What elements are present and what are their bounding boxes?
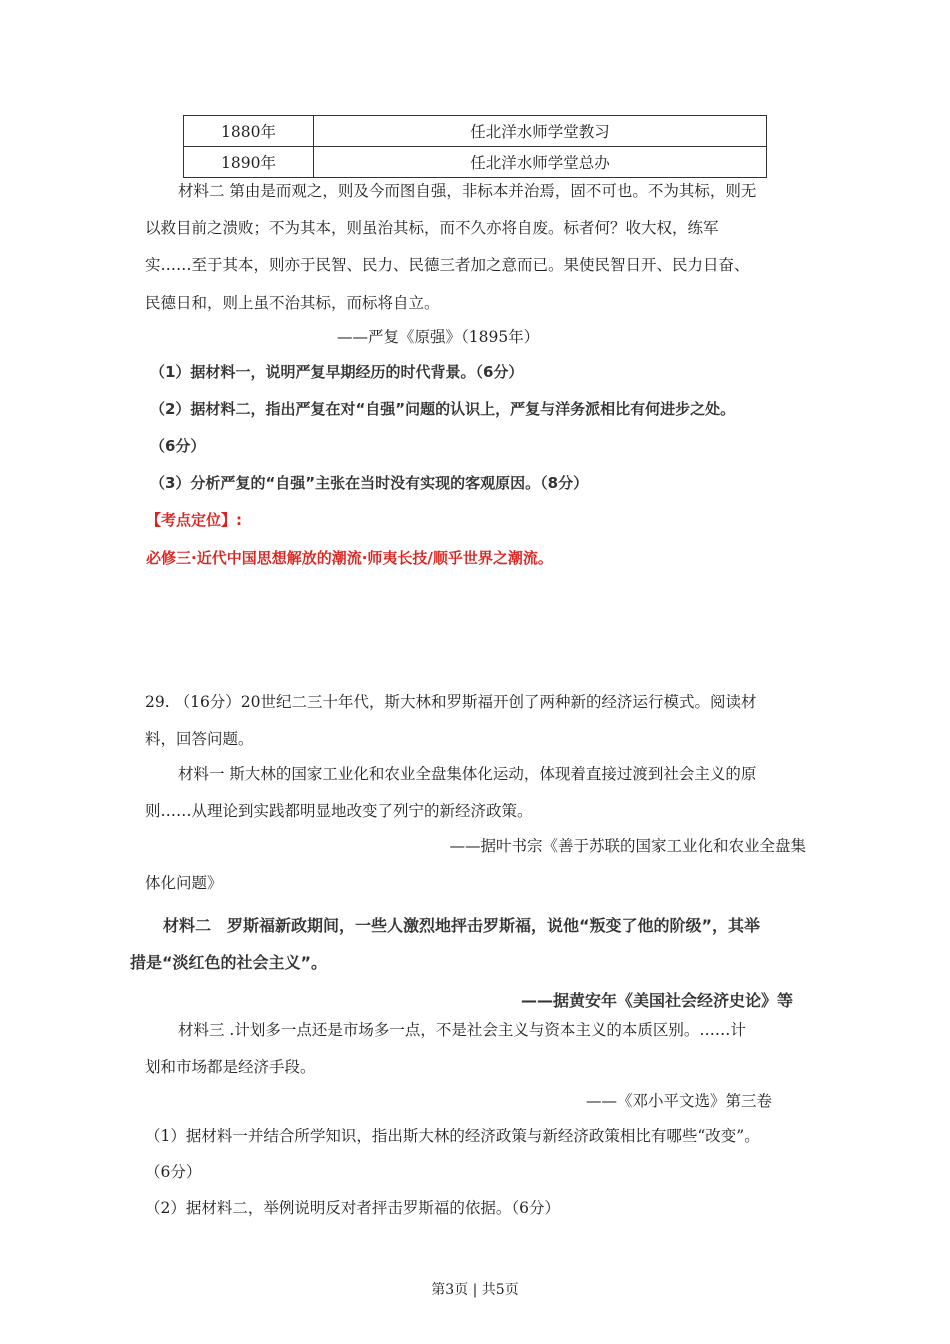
q28-material2-line: 材料二 第由是而观之，则及今而图自强，非标本并治焉，固不可也。不为其标，则无	[178, 182, 757, 200]
q29-question-1: （1）据材料一并结合所学知识，指出斯大林的经济政策与新经济政策相比有哪些“改变”。	[145, 1127, 760, 1145]
year-cell: 1880年	[184, 116, 314, 147]
event-cell: 任北洋水师学堂总办	[314, 147, 767, 178]
q29-material2-line: 措是“淡红色的社会主义”。	[130, 953, 328, 972]
q29-material2-source: ——据黄安年《美国社会经济史论》等	[520, 991, 793, 1010]
q28-material2-line: 实……至于其本，则亦于民智、民力、民德三者加之意而已。果使民智日开、民力日奋、	[145, 256, 750, 274]
q29-material3-line: 材料三 .计划多一点还是市场多一点，不是社会主义与资本主义的本质区别。……计	[178, 1021, 746, 1039]
q29-material2-line: 材料二 罗斯福新政期间，一些人激烈地抨击罗斯福，说他“叛变了他的阶级”，其举	[163, 916, 761, 935]
q29-intro-line: 29. （16分）20世纪二三十年代，斯大林和罗斯福开创了两种新的经济运行模式。阅读材	[145, 693, 757, 711]
q28-material2-line: 民德日和，则上虽不治其标，而标将自立。	[145, 294, 440, 312]
q29-material1-line: 则……从理论到实践都明显地改变了列宁的新经济政策。	[145, 802, 533, 820]
page-footer: 第3页 | 共5页	[431, 1282, 519, 1298]
kaodian-text: 必修三·近代中国思想解放的潮流·师夷长技/顺乎世界之潮流。	[146, 549, 553, 567]
q29-material3-source: ——《邓小平文选》第三卷	[585, 1092, 772, 1110]
q29-intro-line: 料，回答问题。	[145, 730, 254, 748]
q29-question-2: （2）据材料二，举例说明反对者抨击罗斯福的依据。（6分）	[145, 1199, 560, 1217]
q28-material2-source: ——严复《原强》（1895年）	[337, 328, 540, 346]
kaodian-label: 【考点定位】:	[146, 511, 242, 529]
event-cell: 任北洋水师学堂教习	[314, 116, 767, 147]
biography-table	[183, 115, 767, 178]
q29-material1-source-cont: 体化问题》	[145, 874, 223, 892]
table-row	[184, 116, 767, 147]
q28-material2-line: 以救目前之溃败；不为其本，则虽治其标，而不久亦将自废。标者何？收大权，练军	[145, 219, 719, 237]
year-cell: 1890年	[184, 147, 314, 178]
table-row	[184, 147, 767, 178]
q28-question-2-score: （6分）	[150, 437, 206, 455]
q29-question-1-score: （6分）	[145, 1163, 202, 1181]
q28-question-1: （1）据材料一，说明严复早期经历的时代背景。（6分）	[150, 363, 524, 381]
q28-question-2: （2）据材料二，指出严复在对“自强”问题的认识上，严复与洋务派相比有何进步之处。	[150, 400, 736, 418]
q29-material3-line: 划和市场都是经济手段。	[145, 1058, 316, 1076]
q29-material1-line: 材料一 斯大林的国家工业化和农业全盘集体化运动，体现着直接过渡到社会主义的原	[178, 765, 757, 783]
q28-question-3: （3）分析严复的“自强”主张在当时没有实现的客观原因。（8分）	[150, 474, 589, 492]
q29-material1-source: ——据叶书宗《善于苏联的国家工业化和农业全盘集	[449, 837, 806, 855]
